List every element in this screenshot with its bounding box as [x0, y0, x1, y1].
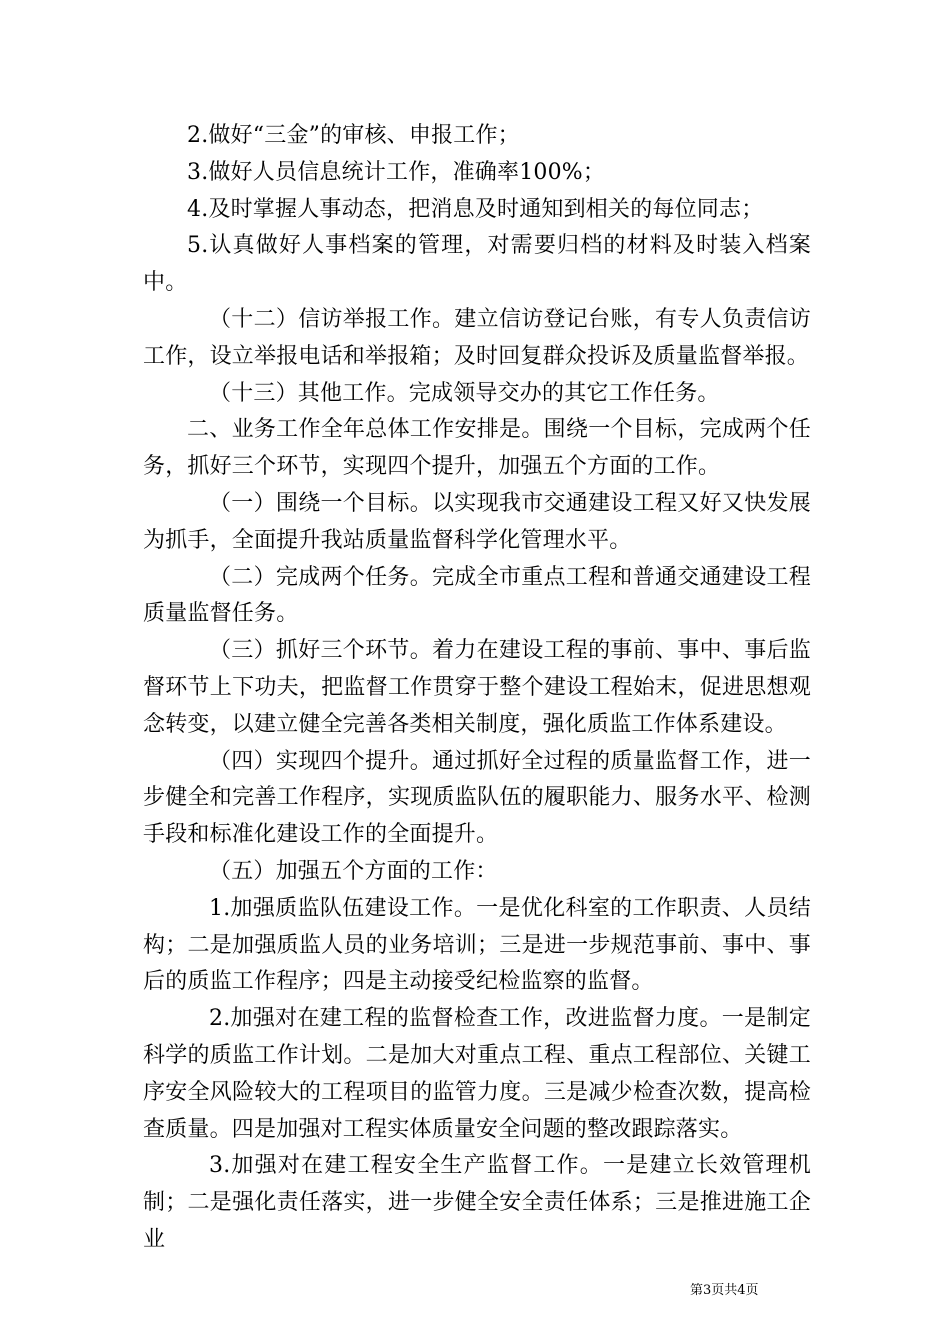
paragraph-subsection-2: （二）完成两个任务。完成全市重点工程和普通交通建设工程质量监督任务。: [143, 564, 811, 627]
paragraph-subsection-3: （三）抓好三个环节。着力在建设工程的事前、事中、事后监督环节上下功夫，把监督工作贯穿于整个建设工程始末，促进思想观念转变，以建立健全完善各类相关制度，强化质监工作体系建设。: [143, 638, 811, 737]
paragraph-section-13: （十三）其他工作。完成领导交办的其它工作任务。: [209, 380, 720, 406]
document-body: [143, 118, 811, 1259]
paragraph-subitem-2: 2.加强对在建工程的监督检查工作，改进监督力度。一是制定科学的质监工作计划。二是加大对重点工程、重点工程部位、关键工序安全风险较大的工程项目的监管力度。三是减少检查次数，提高检查质量。四是加强对工程实体质量安全问题的整改跟踪落实。: [143, 1006, 811, 1142]
paragraph-item-3: 3.做好人员信息统计工作，准确率100%；: [187, 159, 606, 185]
paragraph-item-5: 5.认真做好人事档案的管理，对需要归档的材料及时装入档案中。: [143, 233, 811, 296]
paragraph-subsection-5: （五）加强五个方面的工作：: [209, 858, 498, 884]
page-number: 第3页共4页: [690, 1283, 759, 1298]
paragraph-heading-2: 二、业务工作全年总体工作安排是。围绕一个目标，完成两个任务，抓好三个环节，实现四个提升，加强五个方面的工作。: [143, 417, 811, 480]
paragraph-subitem-1: 1.加强质监队伍建设工作。一是优化科室的工作职责、人员结构；二是加强质监人员的业务培训；三是进一步规范事前、事中、事后的质监工作程序；四是主动接受纪检监察的监督。: [143, 895, 811, 995]
paragraph-section-12: （十二）信访举报工作。建立信访登记台账，有专人负责信访工作，设立举报电话和举报箱；及时回复群众投诉及质量监督举报。: [143, 306, 811, 369]
paragraph-subsection-4: （四）实现四个提升。通过抓好全过程的质量监督工作，进一步健全和完善工作程序，实现质监队伍的履职能力、服务水平、检测手段和标准化建设工作的全面提升。: [143, 748, 811, 848]
paragraph-item-2: 2.做好“三金”的审核、申报工作；: [187, 123, 520, 148]
paragraph-subitem-3: 3.加强对在建工程安全生产监督工作。一是建立长效管理机制；二是强化责任落实，进一步健全安全责任体系；三是推进施工企业: [143, 1153, 811, 1252]
paragraph-item-4: 4.及时掌握人事动态，把消息及时通知到相关的每位同志；: [187, 196, 764, 222]
paragraph-subsection-1: （一）围绕一个目标。以实现我市交通建设工程又好又快发展为抓手，全面提升我站质量监督科学化管理水平。: [143, 490, 811, 553]
